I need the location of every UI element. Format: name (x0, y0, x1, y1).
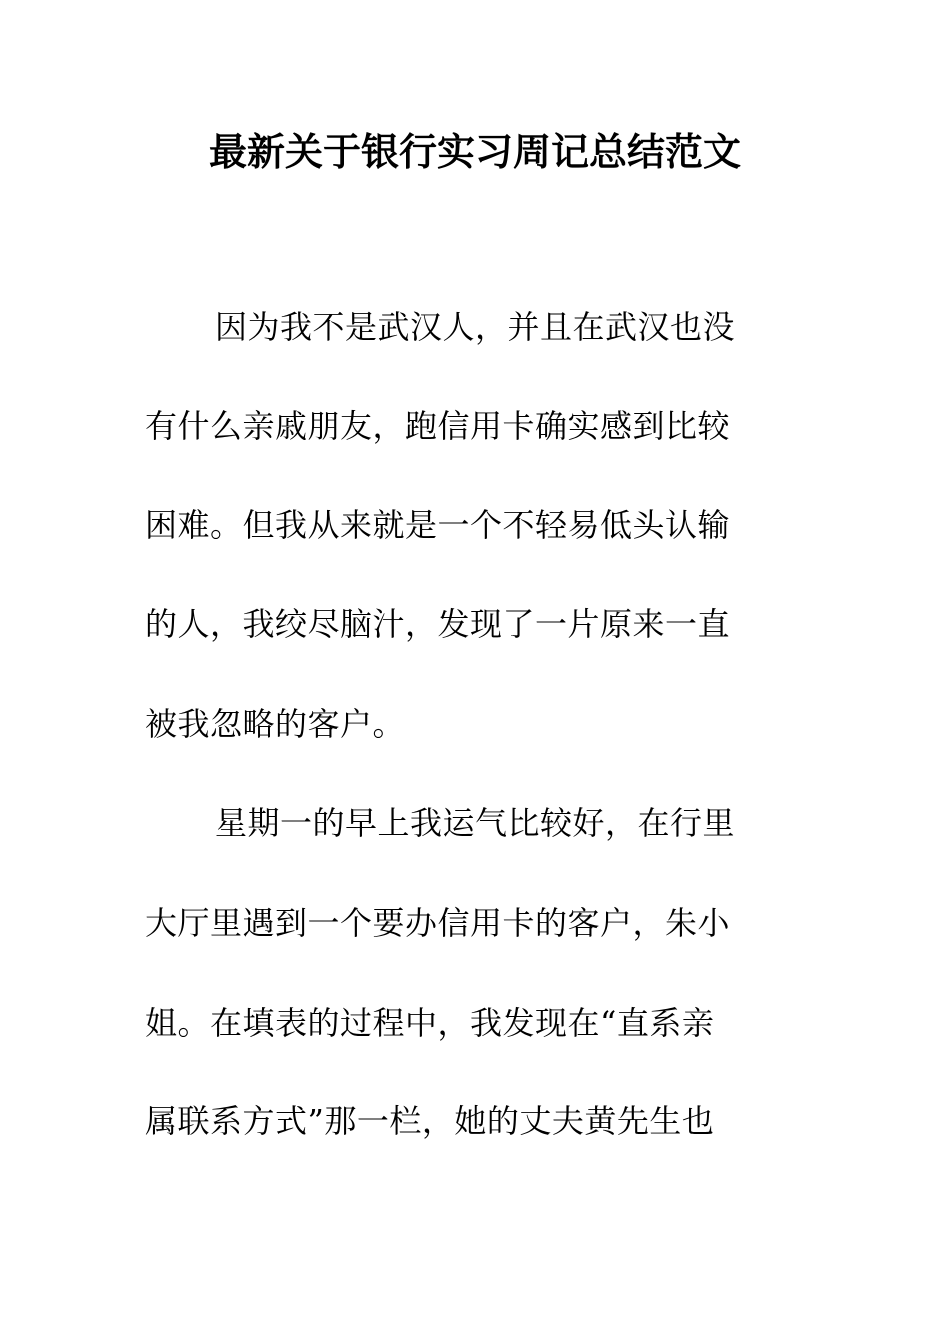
paragraph-line: 被我忽略的客户。 (145, 705, 406, 743)
paragraph-line: 大厅里遇到一个要办信用卡的客户，朱小 (145, 904, 731, 942)
paragraph-line: 因为我不是武汉人，并且在武汉也没 (215, 308, 736, 346)
paragraph-line: 星期一的早上我运气比较好，在行里 (215, 804, 736, 842)
paragraph-line: 的人，我绞尽脑汁，发现了一片原来一直 (145, 605, 731, 643)
document-title: 最新关于银行实习周记总结范文 (208, 129, 741, 174)
paragraph-line: 困难。但我从来就是一个不轻易低头认输 (145, 506, 731, 544)
paragraph-line: 姐。在填表的过程中，我发现在“直系亲 (145, 1004, 715, 1042)
paragraph-line: 属联系方式”那一栏，她的丈夫黄先生也 (145, 1102, 715, 1140)
paragraph-line: 有什么亲戚朋友，跑信用卡确实感到比较 (145, 407, 731, 445)
